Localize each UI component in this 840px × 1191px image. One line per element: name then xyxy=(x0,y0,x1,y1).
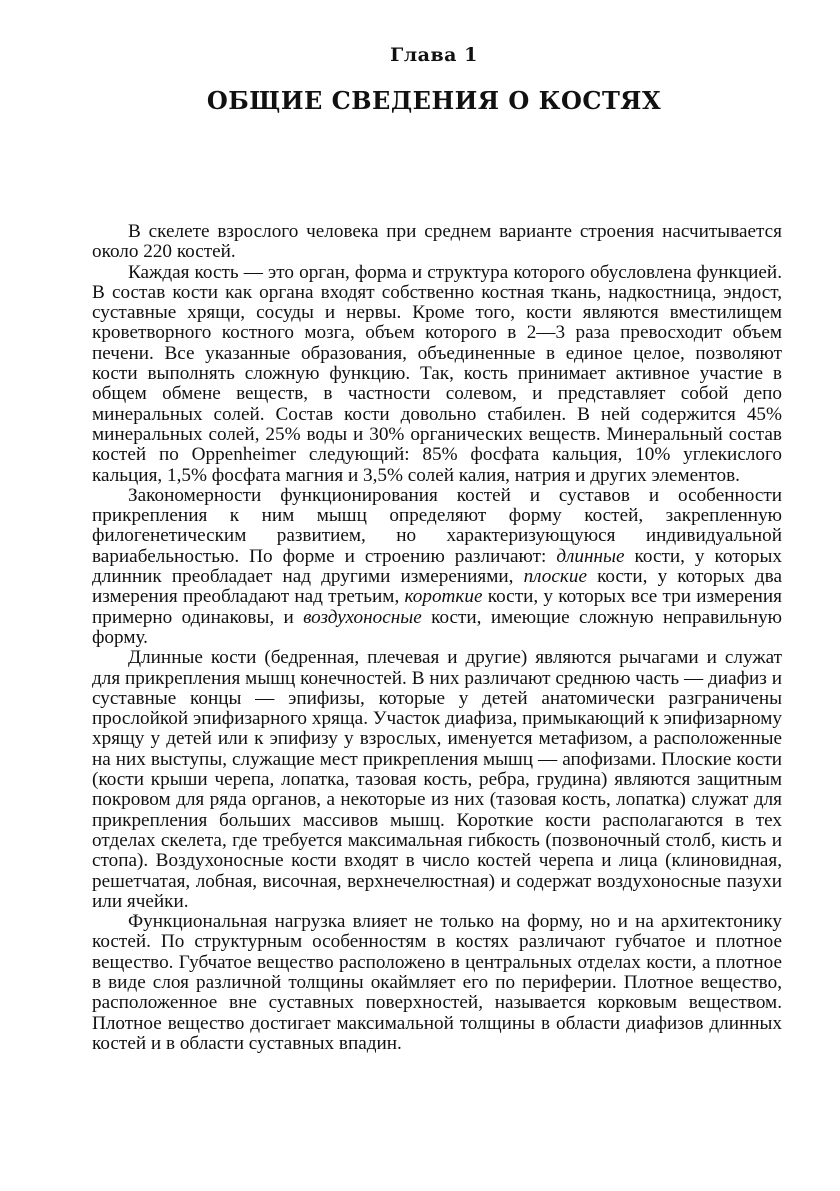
paragraph-3-part-2: кости, у которых длинник преобладает над другими измерениями, xyxy=(92,545,782,588)
chapter-label: Глава 1 xyxy=(390,44,478,66)
paragraph-4: Длинные кости (бедренная, плечевая и другие) являются рычагами и служат для прикрепления мышц конечностей. В них различают среднюю часть — диафиз и суставные концы — эпифизы, которые у детей анатомически разграничены прослойкой эпифизарного хряща. Участок диафиза, примыкающий к эпифизарному хрящу у детей или к эпифизу у взрослых, именуется метафизом, а расположенные на них выступы, служащие мест прикрепления мышц — апофизами. Плоские кости (кости крыши черепа, лопатка, тазовая кость, ребра, грудина) являются защитным покровом для ряда органов, а некоторые из них (тазовая кость, лопатка) служат для прикрепления больших массивов мышц. Короткие кости располагаются в тех отделах скелета, где требуется максимальная гибкость (позвоночный столб, кисть и стопа). Воздухоносные кости входят в число костей черепа и лица (клиновидная, решетчатая, лобная, височная, верхнечелюстная) и содержат воздухоносные пазухи или ячейки. xyxy=(92,647,782,912)
paragraph-3-part-5: кости, имеющие сложную неправильную форму. xyxy=(92,606,782,648)
term-flat-bones: плоские xyxy=(523,566,587,588)
term-pneumatic-bones: воздухоносные xyxy=(303,606,422,628)
chapter-title: ОБЩИЕ СВЕДЕНИЯ О КОСТЯХ xyxy=(206,86,662,115)
paragraph-3-part-4: кости, у которых все три измерения примерно одинаковы, и xyxy=(92,586,782,628)
paragraph-1: В скелете взрослого человека при среднем варианте строения насчитывается около 220 костей. xyxy=(92,221,782,263)
paragraph-5: Функциональная нагрузка влияет не только на форму, но и на архитектонику костей. По структурным особенностям в костях различают губчатое и плотное вещество. Губчатое вещество расположено в центральных отделах кости, а плотное в виде слоя различной толщины окаймляет его по периферии. Плотное вещество, расположенное вне суставных поверхностей, называется корковым веществом. Плотное вещество достигает максимальной толщины в области диафизов длинных костей и в области суставных впадин. xyxy=(92,911,782,1054)
paragraph-3-part-3: кости, у которых два измерения преобладают над третьим, xyxy=(92,566,783,608)
paragraph-2: Каждая кость — это орган, форма и структура которого обусловлена функцией. В состав кости как органа входят собственно костная ткань, надкостница, эндост, суставные хрящи, сосуды и нервы. Кроме того, кости являются вместилищем кроветворного костного мозга, объем которого в 2—3 раза превосходит объем печени. Все указанные образования, объединенные в единое целое, позволяют кости выполнять сложную функцию. Так, кость принимает активное участие в общем обмене веществ, в частности солевом, и представляет собой депо минеральных солей. Состав кости довольно стабилен. В ней содержится 45% минеральных солей, 25% воды и 30% органических веществ. Минеральный состав костей по Oppenheimer следующий: 85% фосфата кальция, 10% углекислого кальция, 1,5% фосфата магния и 3,5% солей калия, натрия и других элементов. xyxy=(92,261,782,486)
term-short-bones: короткие xyxy=(404,586,483,608)
term-long-bones: длинные xyxy=(556,545,625,567)
body-text xyxy=(92,222,782,1054)
paragraph-3-part-1: Закономерности функционирования костей и суставов и особенности прикрепления к ним мышц определяют форму костей, закрепленную филогенетическим развитием, но характеризующуюся индивидуальной вариабельностью. По форме и строению различают: xyxy=(92,484,782,567)
paragraph-3 xyxy=(92,486,782,648)
